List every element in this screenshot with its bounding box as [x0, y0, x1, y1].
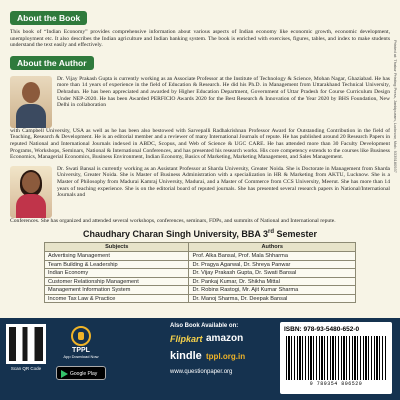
author-cell: Dr. Pankaj Kumar, Dr. Shikha Mittal: [189, 277, 356, 286]
amazon-logo[interactable]: amazon: [206, 333, 244, 344]
barcode-digits: 9 789354 806520: [309, 381, 363, 387]
isbn-number: ISBN: 978-93-5480-652-0: [284, 326, 360, 333]
table-row: [45, 269, 356, 278]
play-store-icon: [61, 370, 68, 378]
google-play-badge[interactable]: Google Play: [56, 366, 106, 380]
cover-content: [10, 8, 390, 303]
author-cell: Dr. Manoj Sharma, Dr. Deepak Bansal: [189, 294, 356, 303]
table-row: [45, 286, 356, 295]
qr-label: Scan QR Code: [10, 366, 42, 371]
syllabus-table: [44, 242, 356, 303]
website-link[interactable]: www.questionpaper.org: [170, 369, 233, 375]
author-cell: Prof. Alka Bansal, Prof. Mala Shharma: [189, 252, 356, 261]
tppl-site-logo[interactable]: tppl.org.in: [206, 352, 246, 361]
author-cell: Dr. Pragya Agarwal, Dr. Shreya Panwar: [189, 260, 356, 269]
publisher-logo: TPPL App Download Now: [58, 326, 104, 359]
table-row: [45, 252, 356, 261]
available-on-label: Also Book Available on:: [170, 323, 239, 329]
flipkart-logo[interactable]: Flipkart: [170, 334, 203, 344]
subject-cell: Customer Relationship Management: [45, 277, 189, 286]
col-authors: Authors: [189, 243, 356, 252]
author1-block: [10, 76, 390, 128]
tppl-logo-icon: [71, 326, 91, 346]
table-row: [45, 260, 356, 269]
author2-bio-rest: Conferences. She has organized and attended several workshops, conferences, seminars, FDPs, and summits of National and International repute.: [10, 217, 336, 224]
author2-block: [10, 166, 390, 218]
qr-code[interactable]: [6, 324, 46, 364]
barcode-icon: [286, 336, 386, 380]
university-title: Chaudhary Charan Singh University, BBA 3rd Semester: [82, 229, 318, 240]
author1-bio-top: Dr. Vijay Prakash Gupta is currently working as an Associate Professor at the Institute of Technology & Science, Mohan Nagar, Ghaziabad. He has more than 14 years of experience in the field of Education & Research. He did his Ph.D. in Management from Uttarakhand Technical University, Dehradun. He has been appreciated and awarded by Higher Education Department, Government of Uttar Pradesh for Course Curriculum Design Under NEP-2020. He has been Awarded PERFICIO Awards 2020 for the Best Research & Innovation of the Year 2020 by BHS Foundation, New Delhi in collaboration: [57, 75, 390, 109]
author-cell: Dr. Vijay Prakash Gupta, Dr. Swati Bansal: [189, 269, 356, 278]
author1-photo: [10, 76, 52, 128]
subject-cell: Management Information System: [45, 286, 189, 295]
author2-photo: [10, 166, 52, 218]
author-cell: Dr. Robins Rastogi, Mr. Ajit Kumar Sharma: [189, 286, 356, 295]
table-row: [45, 277, 356, 286]
about-book-heading: About the Book: [10, 11, 87, 25]
subject-cell: Income Tax Law & Practice: [45, 294, 189, 303]
subject-cell: Team Building & Leadership: [45, 260, 189, 269]
subject-cell: Advertising Management: [45, 252, 189, 261]
subject-cell: Indian Economy: [45, 269, 189, 278]
cover-footer: [0, 318, 400, 400]
col-subjects: Subjects: [45, 243, 189, 252]
author1-bio-rest: with Campbell University, USA as well as he has been also bestowed with Sarvepalli Radhakrishnan Professor Award for Outstanding Contribution in the field of Teaching, Research & Development. He is an editorial member and a reviewer of many International Journals of repute. He has published around 20 Research Papers in reputed National and International Journals indexed in ABDC, Scopus, and Web of Science & UGC CARE. He has attended more than 30 Faculty Development Programs, Workshops, Seminars, National & International Conferences, and has presented his research works. His core competency extends to the courses like Business Economics, Managerial Economics, Business Environment, Indian Economy, Basics of Marketing, Marketing Management, and Sales Management.: [10, 127, 390, 161]
about-book-text: This book of “Indian Economy” provides comprehensive information about various aspects of Indian economy like economic growth, economic development, unemployment etc. It also describes the Indian agriculture and Indian banking system. The book is enriched with exercises, figures, tables, and index to make students understand the text easily and effectively.: [10, 29, 390, 49]
table-row: [45, 294, 356, 303]
printer-info: Printed at: Thakur Printing Press, Jankipuram, Lucknow, Mob. 9335180937: [393, 40, 398, 173]
author2-bio-top: Dr. Swati Bansal is currently working as an Assistant Professor at Sharda University, Greater Noida. She is Doctorate in Management from Sharda University, Greater Noida. She is Master of Business Administration with a specialization in HR & Marketing from AKTU, Lucknow. She is a Master of Philosophy from Madurai Kamraj University, Madurai, and a Master of Commerce from CCS University, Meerut. She has more than 14 years of teaching experience. She is on the editorial board of reputed journals. She has presented several research papers in National/International Journals and: [57, 165, 390, 199]
about-author-heading: About the Author: [10, 56, 94, 70]
kindle-logo[interactable]: kindle: [170, 350, 202, 362]
barcode-area: [280, 322, 392, 394]
